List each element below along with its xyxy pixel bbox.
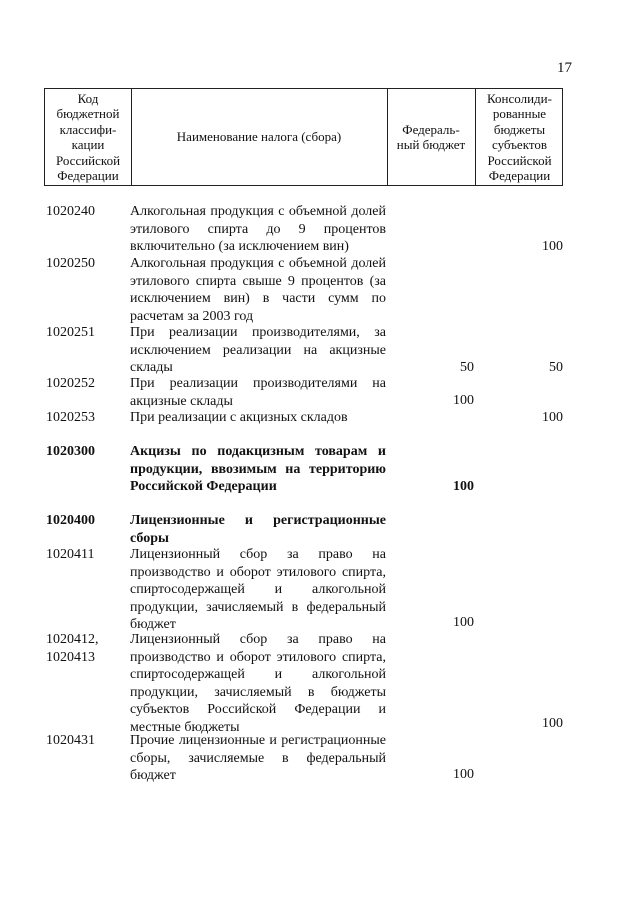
row-name: При реализации с акцизных складов xyxy=(130,410,348,425)
row-name: При реализации производителями на акцизные склады xyxy=(130,376,386,409)
row-consolidated: 100 xyxy=(542,239,563,254)
row-consolidated: 100 xyxy=(542,716,563,731)
row-federal: 100 xyxy=(453,615,474,630)
row-name: При реализации производителями, за исключением реализации на акцизные склады xyxy=(130,325,386,376)
row-code: 1020300 xyxy=(46,444,95,459)
row-code: 1020250 xyxy=(46,256,95,271)
row-code: 1020431 xyxy=(46,733,95,748)
row-name: Акцизы по подакцизным товарам и продукции, ввозимым на территорию Российской Федерации xyxy=(130,444,386,495)
row-code: 1020253 xyxy=(46,410,95,425)
row-consolidated: 50 xyxy=(549,360,563,375)
row-federal: 50 xyxy=(460,360,474,375)
row-code: 1020400 xyxy=(46,513,95,528)
page-number: 17 xyxy=(557,60,572,76)
row-code: 1020411 xyxy=(46,547,95,562)
header-code: Код бюджетной классифи- кации Российской Федерации xyxy=(55,90,121,183)
row-name: Лицензионный сбор за право на производство и оборот этилового спирта, спиртосодержащей и алкогольной продукции, зачисляемый в бюджеты субъектов Российской Федерации и местные бюджеты xyxy=(130,632,386,735)
row-code: 1020240 xyxy=(46,204,95,219)
header-consolidated: Консолиди- рованные бюджеты субъектов Российской Федерации xyxy=(487,90,552,183)
row-name: Лицензионные и регистрационные сборы xyxy=(130,513,386,546)
header-name: Наименование налога (сбора) xyxy=(176,129,342,145)
row-code: 1020251 xyxy=(46,325,95,340)
row-federal: 100 xyxy=(453,767,474,782)
row-consolidated: 100 xyxy=(542,410,563,425)
row-federal: 100 xyxy=(453,393,474,408)
row-name: Алкогольная продукция с объемной долей этилового спирта свыше 9 процентов (за исключением вин) в части сумм по расчетам за 2003 год xyxy=(130,256,386,324)
header-federal: Федераль- ный бюджет xyxy=(396,121,466,152)
row-federal: 100 xyxy=(453,479,474,494)
row-name: Прочие лицензионные и регистрационные сборы, зачисляемые в федеральный бюджет xyxy=(130,733,386,784)
row-code: 1020412, 1020413 xyxy=(46,632,99,665)
row-name: Алкогольная продукция с объемной долей этилового спирта до 9 процентов включительно (за исключением вин) xyxy=(130,204,386,255)
row-name: Лицензионный сбор за право на производство и оборот этилового спирта, спиртосодержащей и алкогольной продукции, зачисляемый в федеральный бюджет xyxy=(130,547,386,633)
row-code: 1020252 xyxy=(46,376,95,391)
table-header xyxy=(44,88,563,186)
